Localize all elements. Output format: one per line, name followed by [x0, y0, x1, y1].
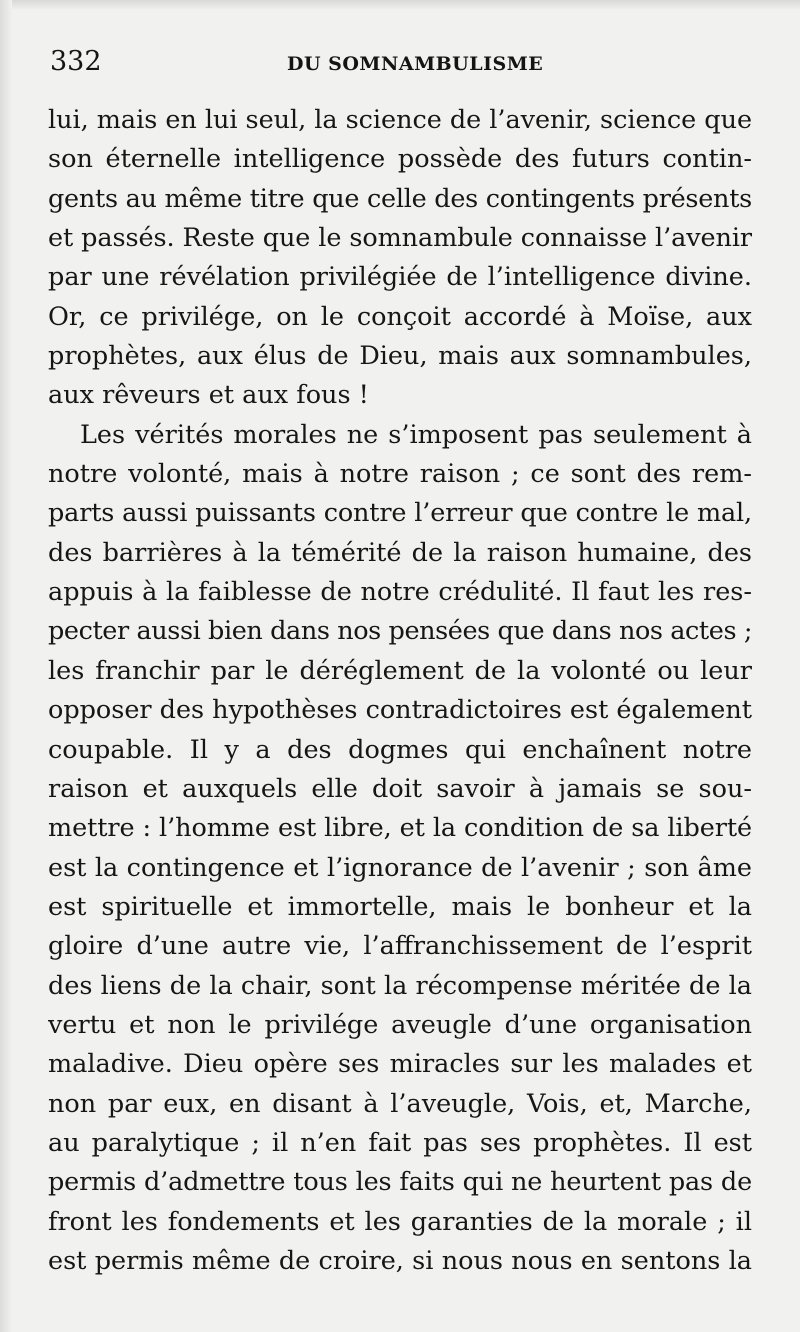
text-line: vertu et non le privilége aveugle d’une organisation	[48, 1009, 752, 1040]
text-line: permis d’admettre tous les faits qui ne heurtent pas de	[48, 1167, 752, 1198]
text-line: opposer des hypothèses contradictoires est également	[48, 695, 752, 726]
body-text	[48, 101, 752, 1281]
text-line: gloire d’une autre vie, l’affranchissement de l’esprit	[48, 931, 752, 962]
text-line: parts aussi puissants contre l’erreur que contre le mal,	[48, 498, 752, 529]
page-edge-shadow	[0, 0, 800, 10]
text-line: est spirituelle et immortelle, mais le bonheur et la	[48, 891, 752, 922]
page-gutter-shadow	[0, 0, 12, 1332]
text-line: au paralytique ; il n’en fait pas ses prophètes. Il est	[48, 1127, 752, 1158]
running-head: DU SOMNAMBULISME	[287, 53, 544, 75]
text-line: des barrières à la témérité de la raison humaine, des	[48, 537, 752, 568]
text-line: appuis à la faiblesse de notre crédulité. Il faut les res-	[48, 577, 752, 608]
text-line: notre volonté, mais à notre raison ; ce sont des rem-	[48, 459, 752, 490]
text-line: pecter aussi bien dans nos pensées que dans nos actes ;	[48, 616, 752, 647]
text-line: raison et auxquels elle doit savoir à jamais se sou-	[48, 773, 752, 804]
text-line: aux rêveurs et aux fous !	[48, 380, 369, 411]
text-line: non par eux, en disant à l’aveugle, Vois, et, Marche,	[48, 1088, 752, 1119]
text-line: Les vérités morales ne s’imposent pas seulement à	[80, 419, 752, 450]
page-number: 332	[50, 46, 102, 77]
text-line: coupable. Il y a des dogmes qui enchaînent notre	[48, 734, 752, 765]
page-header	[50, 46, 750, 82]
text-line: par une révélation privilégiée de l’intelligence divine.	[48, 262, 752, 293]
text-line: est la contingence et l’ignorance de l’avenir ; son âme	[48, 852, 752, 883]
text-line: son éternelle intelligence possède des futurs contin-	[48, 144, 752, 175]
text-line: prophètes, aux élus de Dieu, mais aux somnambules,	[48, 341, 752, 372]
text-line: gents au même titre que celle des contingents présents	[48, 183, 752, 214]
text-line: les franchir par le déréglement de la volonté ou leur	[48, 655, 752, 686]
text-line: lui, mais en lui seul, la science de l’avenir, science que	[48, 105, 752, 135]
text-line: mettre : l’homme est libre, et la condition de sa liberté	[48, 813, 752, 844]
text-line: des liens de la chair, sont la récompense méritée de la	[48, 970, 752, 1001]
text-line: et passés. Reste que le somnambule connaisse l’avenir	[48, 223, 752, 254]
text-line: front les fondements et les garanties de la morale ; il	[48, 1206, 752, 1237]
text-line: maladive. Dieu opère ses miracles sur les malades et	[48, 1049, 752, 1080]
text-line: Or, ce privilége, on le conçoit accordé à Moïse, aux	[48, 301, 752, 332]
text-line: est permis même de croire, si nous nous en sentons la	[48, 1245, 752, 1276]
